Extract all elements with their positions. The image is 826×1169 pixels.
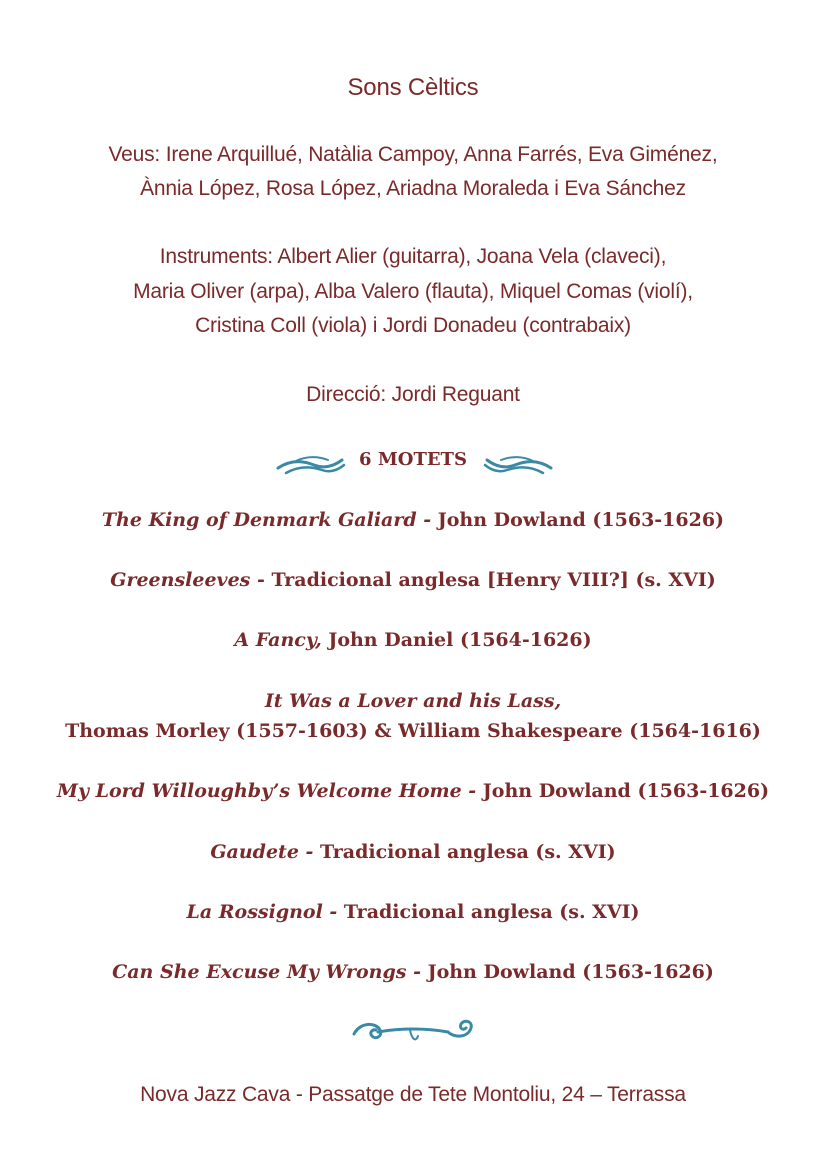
instruments-line-2: Maria Oliver (arpa), Alba Valero (flauta), Miquel Comas (violí), bbox=[133, 280, 693, 303]
page-title: Sons Cèltics bbox=[347, 74, 479, 101]
direction-line: Direcció: Jordi Reguant bbox=[306, 383, 520, 406]
voices-line-2: Ànnia López, Rosa López, Ariadna Moraleda i Eva Sánchez bbox=[140, 177, 686, 200]
section-heading: 6 MOTETS bbox=[359, 449, 467, 470]
piece-7 bbox=[0, 901, 826, 923]
voices-line-1: Veus: Irene Arquillué, Natàlia Campoy, Anna Farrés, Eva Giménez, bbox=[108, 143, 718, 166]
piece-5-composer: John Dowland (1563-1626) bbox=[476, 780, 770, 802]
piece-7-composer: Tradicional anglesa (s. XVI) bbox=[337, 901, 640, 923]
piece-1-title: The King of Denmark Galiard - bbox=[101, 509, 432, 531]
piece-8-title: Can She Excuse My Wrongs - bbox=[112, 961, 421, 983]
piece-8-composer: John Dowland (1563-1626) bbox=[420, 961, 714, 983]
piece-1-composer: John Dowland (1563-1626) bbox=[431, 509, 725, 531]
piece-4 bbox=[0, 690, 826, 712]
piece-5 bbox=[0, 780, 826, 802]
piece-3-title: A Fancy, bbox=[234, 629, 322, 651]
piece-1 bbox=[0, 509, 826, 531]
piece-2 bbox=[0, 569, 826, 591]
piece-6 bbox=[0, 841, 826, 863]
piece-6-composer: Tradicional anglesa (s. XVI) bbox=[313, 841, 616, 863]
instruments-line-1: Instruments: Albert Alier (guitarra), Joana Vela (claveci), bbox=[159, 245, 667, 268]
section-heading-row bbox=[0, 446, 826, 480]
piece-2-title: Greensleeves bbox=[110, 569, 251, 591]
piece-4-title: It Was a Lover and his Lass, bbox=[264, 690, 562, 712]
venue-line: Nova Jazz Cava - Passatge de Tete Montoliu, 24 – Terrassa bbox=[140, 1083, 686, 1106]
piece-5-title: My Lord Willoughby’s Welcome Home - bbox=[56, 780, 477, 802]
scroll-ornament-icon bbox=[350, 1016, 476, 1048]
piece-7-title: La Rossignol - bbox=[186, 901, 338, 923]
piece-2-composer: - Tradicional anglesa [Henry VIII?] (s. XVI) bbox=[250, 569, 716, 591]
piece-8 bbox=[0, 961, 826, 983]
piece-4-authors: Thomas Morley (1557-1603) & William Shakespeare (1564-1616) bbox=[65, 720, 761, 742]
wave-ornament-right-icon bbox=[483, 452, 553, 478]
instruments-line-3: Cristina Coll (viola) i Jordi Donadeu (contrabaix) bbox=[195, 314, 631, 337]
piece-6-title: Gaudete - bbox=[210, 841, 314, 863]
piece-3 bbox=[0, 629, 826, 651]
piece-3-composer: John Daniel (1564-1626) bbox=[321, 629, 592, 651]
